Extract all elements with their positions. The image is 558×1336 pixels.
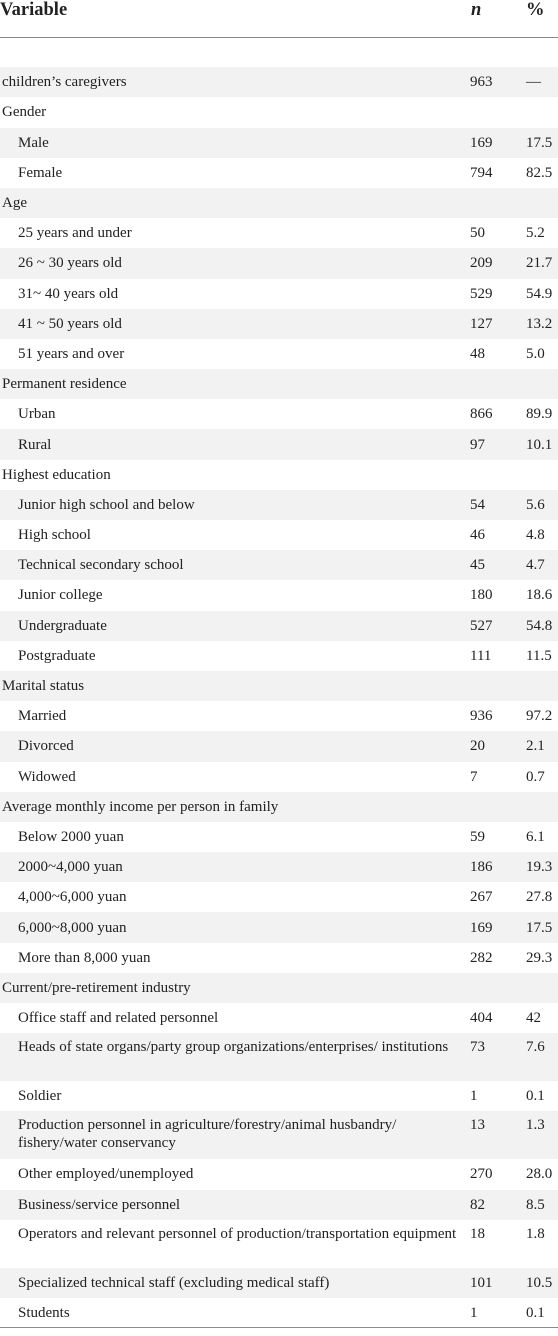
row-percent xyxy=(518,97,558,127)
row-label: Other employed/unemployed xyxy=(18,1166,194,1183)
row-percent xyxy=(518,792,558,822)
row-percent: 1.3 xyxy=(518,1111,558,1159)
table-row xyxy=(0,641,558,671)
row-percent: 54.8 xyxy=(518,611,558,641)
row-count: 45 xyxy=(468,550,518,580)
row-percent: 97.2 xyxy=(526,708,553,725)
category-label: Permanent residence xyxy=(0,369,468,399)
table-row xyxy=(0,1159,558,1189)
row-label: 6,000~8,000 yuan xyxy=(0,912,468,942)
row-label: Students xyxy=(18,1305,70,1322)
row-percent: 89.9 xyxy=(526,406,553,423)
row-percent: 7.6 xyxy=(518,1033,558,1081)
header-row xyxy=(0,0,558,37)
table-row xyxy=(0,943,558,973)
row-label: 25 years and under xyxy=(18,225,132,242)
row-count: 527 xyxy=(468,611,518,641)
row-label: Postgraduate xyxy=(18,647,96,664)
row-count: 101 xyxy=(468,1268,518,1298)
row-label: Male xyxy=(0,128,468,158)
row-count: 169 xyxy=(468,128,518,158)
table-row xyxy=(0,1111,558,1159)
row-percent: 0.1 xyxy=(526,1305,545,1322)
row-percent: 5.6 xyxy=(518,490,558,520)
row-label: Business/service personnel xyxy=(0,1190,468,1220)
row-percent: 1.8 xyxy=(526,1225,545,1242)
row-count: 529 xyxy=(470,285,493,302)
row-label: Operators and relevant personnel of production/transportation equipment xyxy=(18,1225,457,1242)
row-label: Married xyxy=(18,708,67,725)
table-row xyxy=(0,309,558,339)
row-percent: 28.0 xyxy=(526,1166,553,1183)
column-header-percent: % xyxy=(518,0,558,37)
row-percent: 6.1 xyxy=(526,828,545,845)
row-label: 31~ 40 years old xyxy=(18,285,119,302)
row-label: 41 ~ 50 years old xyxy=(0,309,468,339)
row-percent: 8.5 xyxy=(518,1190,558,1220)
row-percent: 27.8 xyxy=(526,889,553,906)
table-row-category xyxy=(0,369,558,399)
row-count: 73 xyxy=(468,1033,518,1081)
table-row-category xyxy=(0,67,558,97)
table-row-category xyxy=(0,188,558,218)
table-row xyxy=(0,731,558,761)
row-label: Office staff and related personnel xyxy=(18,1010,219,1027)
header-spacer xyxy=(0,37,558,67)
row-percent: 17.5 xyxy=(518,912,558,942)
category-label: Marital status xyxy=(0,671,468,701)
row-percent: 13.2 xyxy=(518,309,558,339)
row-count: 46 xyxy=(470,527,485,544)
table-row xyxy=(0,218,558,248)
category-label: Gender xyxy=(2,104,47,121)
row-count: 50 xyxy=(470,225,485,242)
row-count: 209 xyxy=(468,248,518,278)
row-label: Heads of state organs/party group organizations/enterprises/ institutions xyxy=(0,1033,468,1081)
row-percent xyxy=(518,671,558,701)
row-percent: 21.7 xyxy=(518,248,558,278)
row-percent xyxy=(518,369,558,399)
table-row xyxy=(0,248,558,278)
row-count: 7 xyxy=(470,768,478,785)
row-label: High school xyxy=(18,527,91,544)
table-row xyxy=(0,580,558,610)
table-row-category xyxy=(0,792,558,822)
table-row xyxy=(0,339,558,369)
table-row xyxy=(0,1033,558,1081)
row-percent: 17.5 xyxy=(518,128,558,158)
row-label: Urban xyxy=(18,406,56,423)
column-header-variable: Variable xyxy=(0,0,468,37)
row-count: 111 xyxy=(470,647,492,664)
row-count: 270 xyxy=(470,1166,493,1183)
row-percent: 5.2 xyxy=(526,225,545,242)
category-label: Highest education xyxy=(2,466,111,483)
category-label: Average monthly income per person in family xyxy=(0,792,468,822)
row-count xyxy=(468,973,518,1003)
row-label: More than 8,000 yuan xyxy=(18,949,151,966)
table-row xyxy=(0,1003,558,1033)
table-row xyxy=(0,429,558,459)
row-count: 963 xyxy=(468,67,518,97)
row-label: Junior college xyxy=(18,587,103,604)
row-count: 404 xyxy=(470,1010,493,1027)
table-row xyxy=(0,762,558,792)
table-row xyxy=(0,279,558,309)
row-label: 2000~4,000 yuan xyxy=(0,852,468,882)
table-row xyxy=(0,1268,558,1298)
table-row xyxy=(0,520,558,550)
row-percent: 10.5 xyxy=(518,1268,558,1298)
column-header-n: n xyxy=(468,0,518,37)
row-count: 267 xyxy=(470,889,493,906)
table-header xyxy=(0,0,558,37)
row-percent: 0.7 xyxy=(526,768,545,785)
row-count: 127 xyxy=(468,309,518,339)
row-percent: 19.3 xyxy=(518,852,558,882)
row-count: 59 xyxy=(470,828,485,845)
row-count xyxy=(468,369,518,399)
category-label: Current/pre-retirement industry xyxy=(0,973,468,1003)
row-count: 866 xyxy=(470,406,493,423)
row-percent: 2.1 xyxy=(518,731,558,761)
row-label: Junior high school and below xyxy=(0,490,468,520)
row-label: Undergraduate xyxy=(0,611,468,641)
row-label: Below 2000 yuan xyxy=(18,828,124,845)
row-percent: 0.1 xyxy=(526,1088,545,1105)
row-count: 794 xyxy=(470,164,493,181)
row-count: 1 xyxy=(470,1088,478,1105)
row-count xyxy=(468,792,518,822)
table-row xyxy=(0,128,558,158)
category-label: children’s caregivers xyxy=(0,67,468,97)
table-row xyxy=(0,611,558,641)
row-count: 82 xyxy=(468,1190,518,1220)
row-label: 4,000~6,000 yuan xyxy=(18,889,127,906)
row-count: 169 xyxy=(468,912,518,942)
row-count: 282 xyxy=(470,949,493,966)
table-row xyxy=(0,1190,558,1220)
row-count: 54 xyxy=(468,490,518,520)
table-row xyxy=(0,550,558,580)
row-label: Specialized technical staff (excluding medical staff) xyxy=(0,1268,468,1298)
row-count: 48 xyxy=(470,345,485,362)
row-count xyxy=(468,671,518,701)
row-label: Soldier xyxy=(18,1088,62,1105)
table-row-category xyxy=(0,460,558,490)
row-count: 20 xyxy=(468,731,518,761)
table-row-category xyxy=(0,973,558,1003)
row-count: 180 xyxy=(470,587,493,604)
row-label: 26 ~ 30 years old xyxy=(0,248,468,278)
row-count xyxy=(468,460,518,490)
table-row xyxy=(0,1298,558,1328)
row-label: Rural xyxy=(0,429,468,459)
table-row-category xyxy=(0,671,558,701)
row-label: 51 years and over xyxy=(18,345,125,362)
row-percent: 11.5 xyxy=(526,647,552,664)
table-row xyxy=(0,701,558,731)
table-bottom-rule xyxy=(0,1327,558,1328)
row-percent: 10.1 xyxy=(518,429,558,459)
category-label: Age xyxy=(0,188,468,218)
row-label: Female xyxy=(18,164,63,181)
table-row xyxy=(0,822,558,852)
row-count xyxy=(468,188,518,218)
table-row xyxy=(0,158,558,188)
row-percent: 54.9 xyxy=(526,285,553,302)
row-percent: 18.6 xyxy=(526,587,553,604)
table-row xyxy=(0,882,558,912)
row-label: Technical secondary school xyxy=(0,550,468,580)
table-row-category xyxy=(0,97,558,127)
row-percent: 5.0 xyxy=(526,345,545,362)
table-row xyxy=(0,852,558,882)
table-row xyxy=(0,912,558,942)
row-label: Production personnel in agriculture/forestry/animal husbandry/ fishery/water conservancy xyxy=(0,1111,468,1159)
table-row xyxy=(0,1081,558,1111)
row-count: 1 xyxy=(470,1305,478,1322)
row-count: 18 xyxy=(470,1225,485,1242)
row-percent: 4.7 xyxy=(518,550,558,580)
row-count: 186 xyxy=(468,852,518,882)
table-row xyxy=(0,399,558,429)
row-percent: — xyxy=(518,67,558,97)
row-percent: 29.3 xyxy=(526,949,553,966)
row-percent xyxy=(518,188,558,218)
row-count: 936 xyxy=(470,708,493,725)
table-row xyxy=(0,490,558,520)
row-label: Widowed xyxy=(18,768,76,785)
table-body xyxy=(0,37,558,1328)
table-row xyxy=(0,1220,558,1268)
row-count xyxy=(468,97,518,127)
row-count: 13 xyxy=(468,1111,518,1159)
row-count: 97 xyxy=(468,429,518,459)
row-percent xyxy=(518,973,558,1003)
row-percent xyxy=(518,460,558,490)
row-percent: 82.5 xyxy=(526,164,553,181)
row-percent: 42 xyxy=(526,1010,541,1027)
row-percent: 4.8 xyxy=(526,527,545,544)
row-label: Divorced xyxy=(0,731,468,761)
